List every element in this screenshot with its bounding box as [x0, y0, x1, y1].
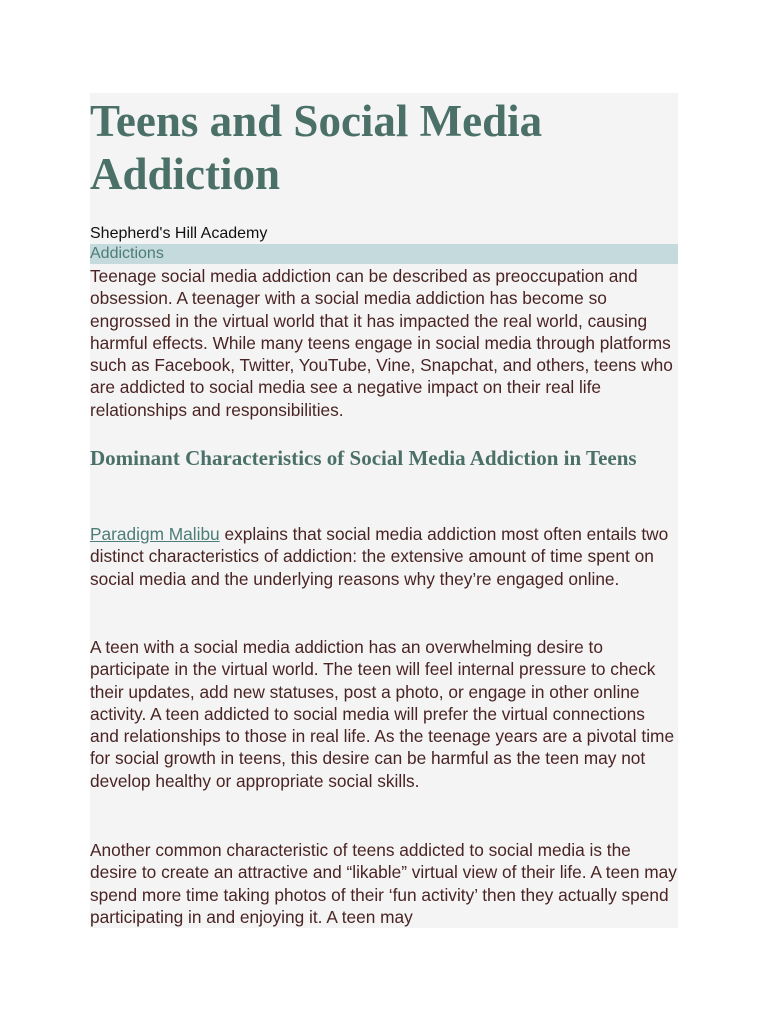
paragraph-two-text: explains that social media addiction most often entails two distinct characteristics of addiction: the extensive amount of time spent on social media and the underlying reasons why they’re engaged online. [90, 524, 669, 589]
article-panel [90, 93, 678, 928]
paragraph-three: A teen with a social media addiction has an overwhelming desire to participate in the virtual world. The teen will feel internal pressure to check their updates, add new statuses, post a photo, or engage in other online activity. A teen addicted to social media will prefer the virtual connections and relationships to those in real life. As the teenage years are a pivotal time for social growth in teens, this desire can be harmful as the teen may not develop healthy or appropriate social skills. [90, 637, 675, 791]
intro-paragraph: Teenage social media addiction can be described as preoccupation and obsession. A teenager with a social media addiction has become so engrossed in the virtual world that it has impacted the real world, causing harmful effects. While many teens engage in social media through platforms such as Facebook, Twitter, YouTube, Vine, Snapchat, and others, teens who are addicted to social media see a negative impact on their real life relationships and responsibilities. [90, 266, 673, 420]
paragraph-four: Another common characteristic of teens addicted to social media is the desire to create an attractive and “likable” virtual view of their life. A teen may spend more time taking photos of their ‘fun activity’ then they actually spend participating in and enjoying it. A teen may [90, 840, 677, 927]
section-heading: Dominant Characteristics of Social Media Addiction in Teens [90, 446, 637, 470]
paradigm-malibu-link[interactable]: Paradigm Malibu [90, 524, 220, 544]
article-title: Teens and Social Media Addiction [90, 96, 543, 199]
category-tag[interactable]: Addictions [90, 244, 678, 264]
paragraph-two [90, 523, 678, 590]
article-author: Shepherd's Hill Academy [90, 225, 268, 242]
